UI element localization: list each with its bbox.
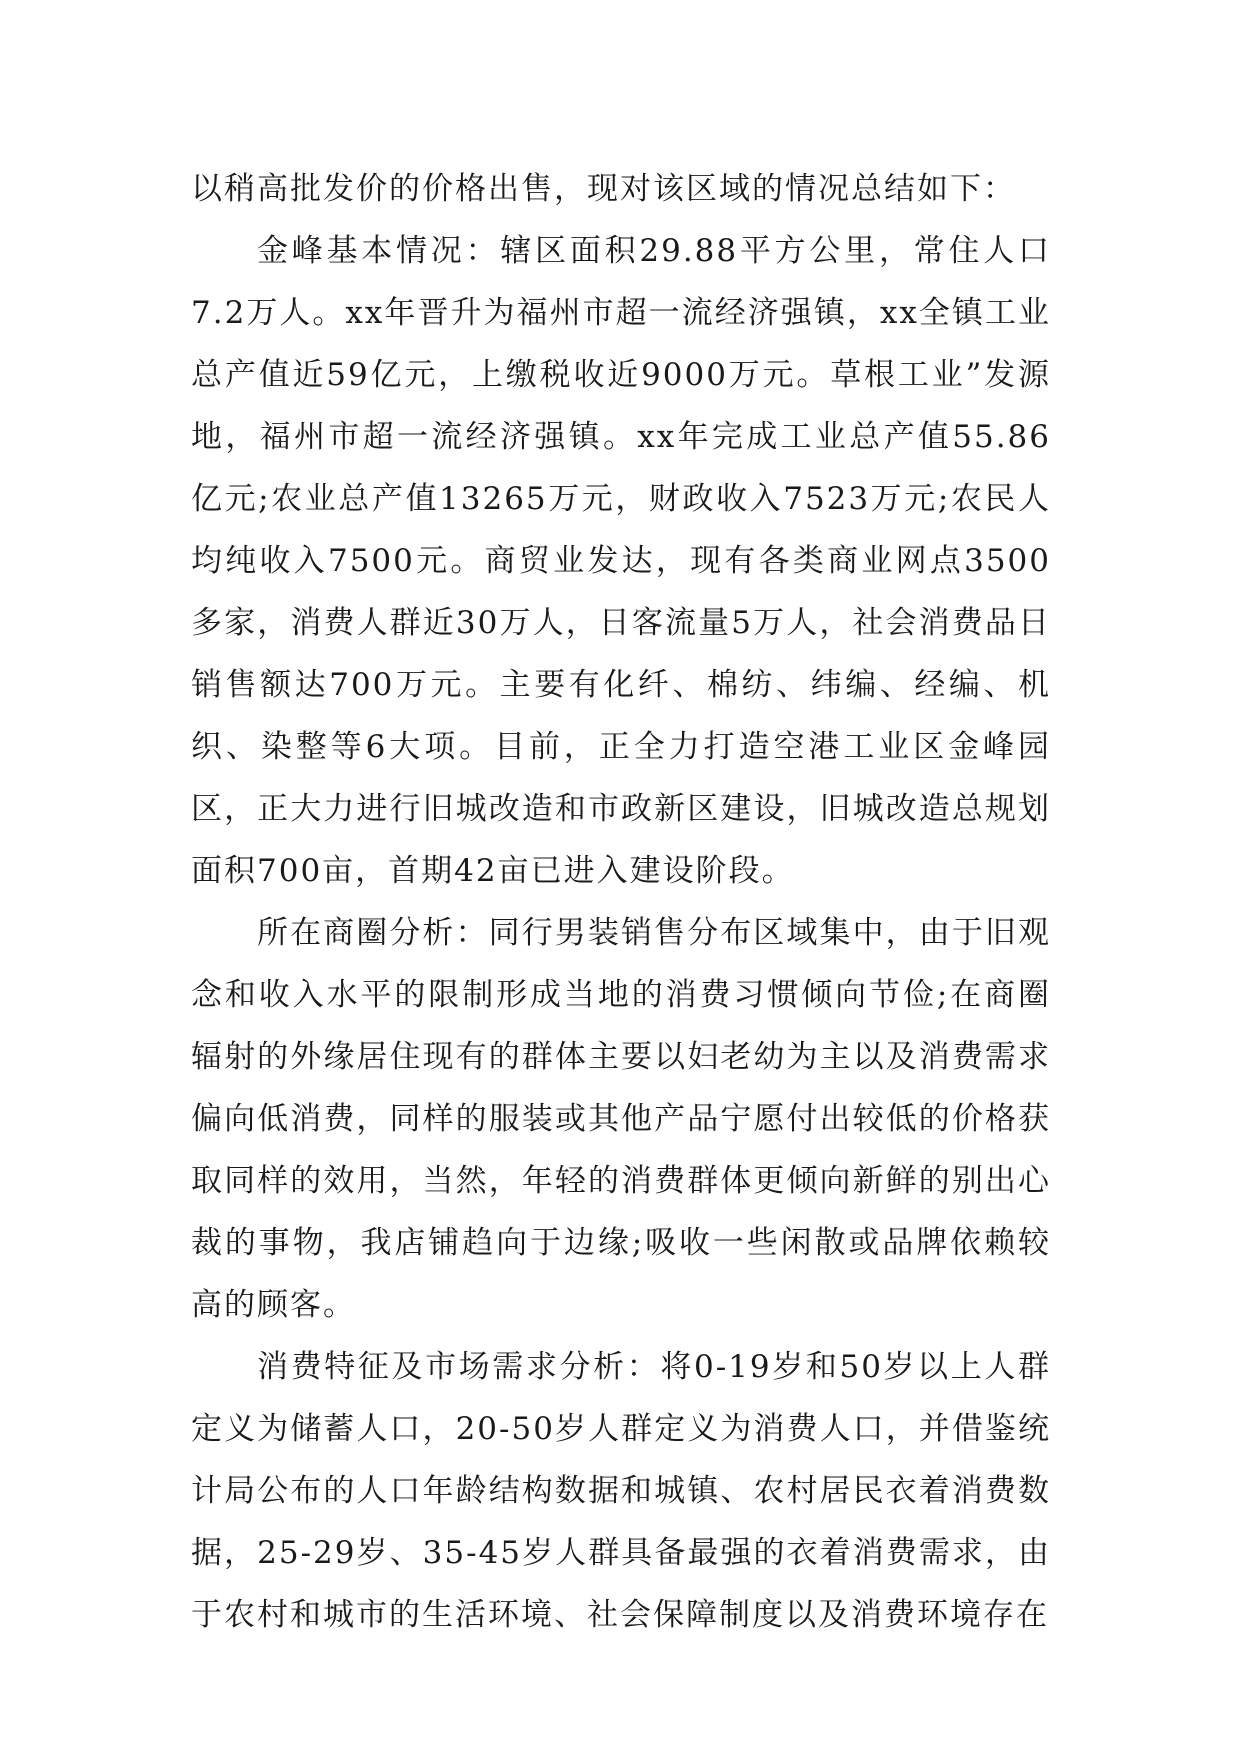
paragraph-business-district-analysis: 所在商圈分析：同行男装销售分布区域集中，由于旧观念和收入水平的限制形成当地的消费习惯倾向节俭;在商圈辐射的外缘居住现有的群体主要以妇老幼为主以及消费需求偏向低消费，同样的服装或其他产品宁愿付出较低的价格获取同样的效用，当然，年轻的消费群体更倾向新鲜的别出心裁的事物，我店铺趋向于边缘;吸收一些闲散或品牌依赖较高的顾客。 — [191, 915, 1051, 1323]
paragraph-jinfeng-basic-info: 金峰基本情况：辖区面积29.88平方公里，常住人口7.2万人。xx年晋升为福州市超一流经济强镇，xx全镇工业总产值近59亿元，上缴税收近9000万元。草根工业”发源地，福州市超一流经济强镇。xx年完成工业总产值55.86亿元;农业总产值13265万元，财政收入7523万元;农民人均纯收入7500元。商贸业发达，现有各类商业网点3500多家，消费人群近30万人，日客流量5万人，社会消费品日销售额达700万元。主要有化纤、棉纺、纬编、经编、机织、染整等6大项。目前，正全力打造空港工业区金峰园区，正大力进行旧城改造和市政新区建设，旧城改造总规划面积700亩，首期42亩已进入建设阶段。 — [191, 233, 1051, 889]
paragraph-consumption-demand-analysis: 消费特征及市场需求分析：将0-19岁和50岁以上人群定义为储蓄人口，20-50岁人群定义为消费人口，并借鉴统计局公布的人口年龄结构数据和城镇、农村居民衣着消费数据，25-29岁、35-45岁人群具备最强的衣着消费需求，由于农村和城市的生活环境、社会保障制度以及消费环境存在 — [191, 1349, 1051, 1633]
paragraph-intro-line: 以稍高批发价的价格出售，现对该区域的情况总结如下： — [191, 171, 1016, 207]
document-body — [191, 158, 1051, 1646]
